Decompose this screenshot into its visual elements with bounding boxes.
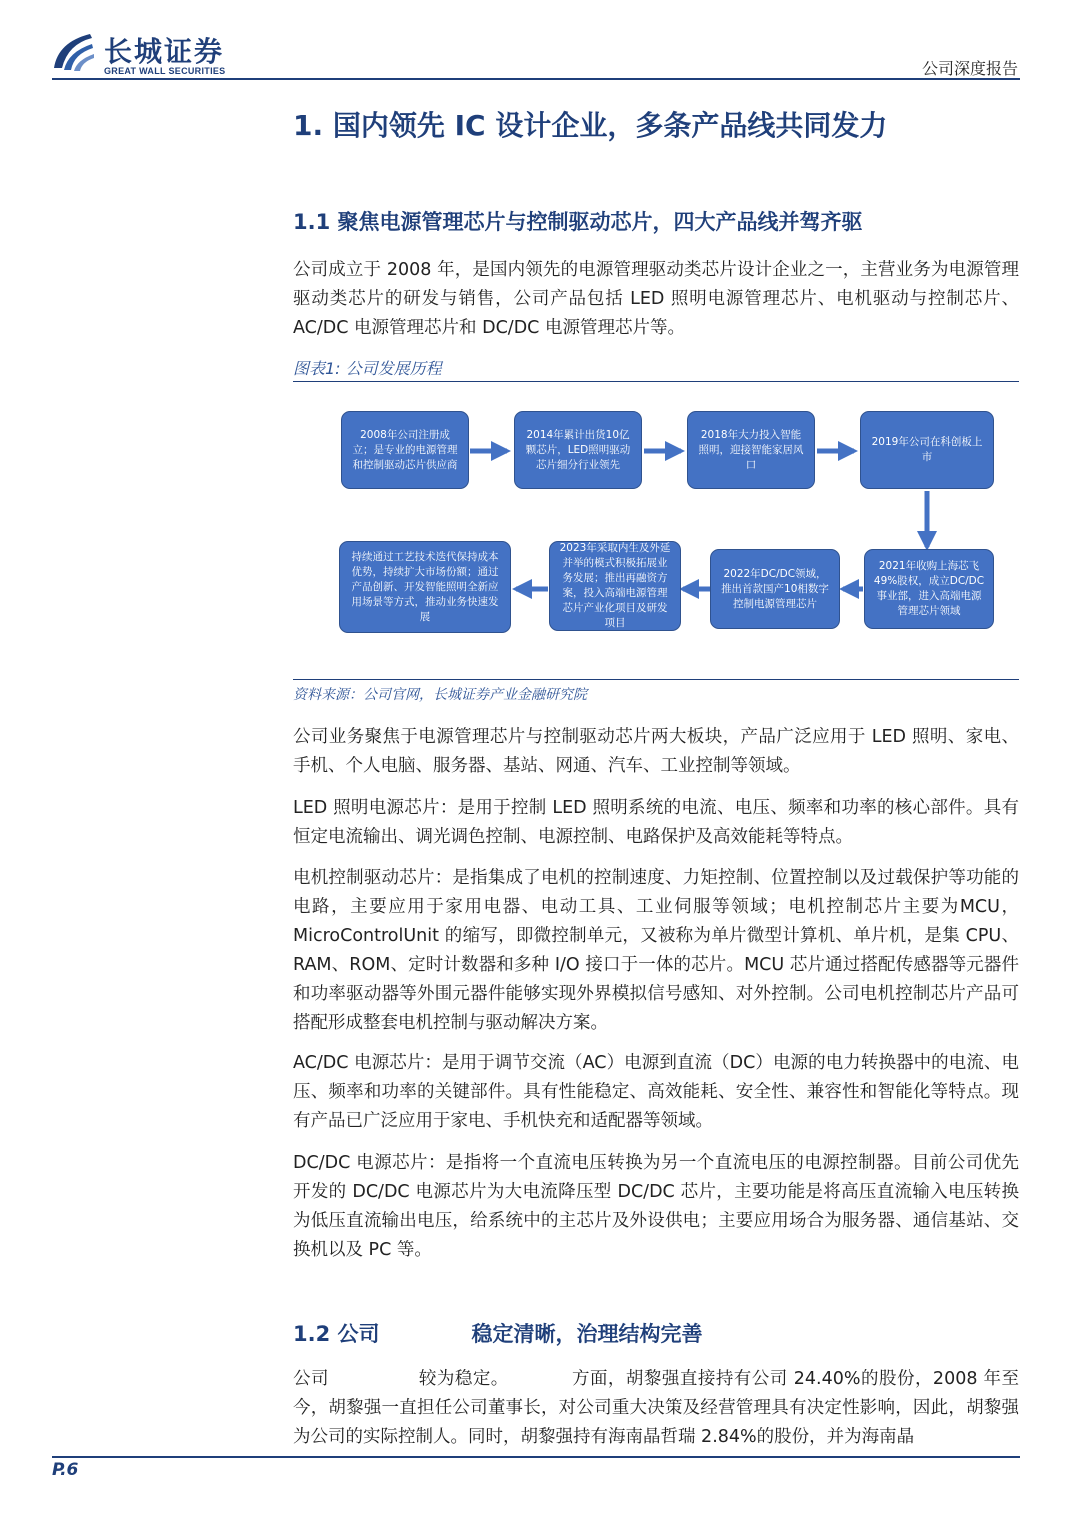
section-1-2-title-part1: 1.2 公司	[293, 1322, 380, 1346]
figure-title: 图表1: 公司发展历程	[293, 359, 442, 378]
logo-chinese-name: 长城证券	[104, 35, 225, 68]
company-logo-icon	[52, 30, 96, 74]
figure-top-rule	[293, 381, 1019, 382]
timeline-box-2022: 2022年DC/DC领域，推出首款国产10相数字控制电源管理芯片	[710, 549, 840, 629]
shareholding-paragraph: 公司 较为稳定。 方面，胡黎强直接持有公司 24.40%的股份，2008 年至今，胡黎强一直担任公司董事长，对公司重大决策及经营管理具有决定性影响，因此，胡黎强为公司的实际控制人。同时，胡黎强持有海南晶哲瑞 2.84%的股份，并为海南晶	[293, 1369, 1019, 1447]
figure-bottom-rule	[293, 679, 1019, 680]
acdc-chip-paragraph: AC/DC 电源芯片：是用于调节交流（AC）电源到直流（DC）电源的电力转换器中的电流、电压、频率和功率的关键部件。具有性能稳定、高效能耗、安全性、兼容性和智能化等特点。现有产品已广泛应用于家电、手机快充和适配器等领域。	[293, 1053, 1019, 1131]
timeline-box-2023: 2023年采取内生及外延并举的模式积极拓展业务发展；推出再融资方案，投入高端电源管理芯片产业化项目及研发项目	[549, 541, 681, 631]
timeline-box-2008: 2008年公司注册成立；是专业的电源管理和控制驱动芯片供应商	[341, 411, 469, 489]
motor-chip-paragraph: 电机控制驱动芯片：是指集成了电机的控制速度、力矩控制、位置控制以及过载保护等功能的电路，主要应用于家用电器、电动工具、工业伺服等领域；电机控制芯片主要为MCU，MicroControlUnit 的缩写，即微控制单元，又被称为单片微型计算机、单片机，是集 CPU、RAM、ROM、定时计数器和多种 I/O 接口于一体的芯片。MCU 芯片通过搭配传感器等元器件和功率驱动器等外围元器件能够实现外界模拟信号感知、对外控制。公司电机控制芯片产品可搭配形成整套电机控制与驱动解决方案。	[293, 868, 1019, 1033]
section-1-2-title	[293, 1318, 1023, 1348]
header-divider	[52, 78, 1020, 80]
development-timeline-diagram	[293, 395, 1019, 670]
business-focus-paragraph: 公司业务聚焦于电源管理芯片与控制驱动芯片两大板块，产品广泛应用于 LED 照明、家电、手机、个人电脑、服务器、基站、网通、汽车、工业控制等领域。	[293, 727, 1019, 776]
timeline-box-future: 持续通过工艺技术迭代保持成本优势，持续扩大市场份额；通过产品创新、开发智能照明全新应用场景等方式，推动业务快速发展	[339, 541, 511, 633]
timeline-box-2018: 2018年大力投入智能照明，迎接智能家居风口	[687, 411, 815, 489]
section-1-1-title: 1.1 聚焦电源管理芯片与控制驱动芯片，四大产品线并驾齐驱	[293, 210, 863, 234]
page-number: P.6	[52, 1460, 79, 1480]
led-chip-paragraph: LED 照明电源芯片：是用于控制 LED 照明系统的电流、电压、频率和功率的核心部件。具有恒定电流输出、调光调色控制、电源控制、电路保护及高效能耗等特点。	[293, 798, 1019, 847]
section-1-title: 1. 国内领先 IC 设计企业，多条产品线共同发力	[293, 109, 888, 142]
timeline-box-2014: 2014年累计出货10亿颗芯片，LED照明驱动芯片细分行业领先	[514, 411, 642, 489]
section-1-2-title-part2: 稳定清晰，治理结构完善	[471, 1322, 703, 1346]
logo-english-name: GREAT WALL SECURITIES	[104, 66, 226, 76]
footer-divider	[52, 1456, 1020, 1458]
timeline-box-2021: 2021年收购上海芯飞49%股权，成立DC/DC事业部，进入高端电源管理芯片领域	[864, 549, 994, 629]
figure-source: 资料来源：公司官网，长城证券产业金融研究院	[293, 687, 587, 703]
dcdc-chip-paragraph: DC/DC 电源芯片：是指将一个直流电压转换为另一个直流电压的电源控制器。目前公司优先开发的 DC/DC 电源芯片为大电流降压型 DC/DC 芯片，主要功能是将高压直流输入电压转换为低压直流输出电压，给系统中的主芯片及外设供电；主要应用场合为服务器、通信基站、交换机以及 PC 等。	[293, 1153, 1019, 1260]
intro-paragraph: 公司成立于 2008 年，是国内领先的电源管理驱动类芯片设计企业之一，主营业务为电源管理驱动类芯片的研发与销售，公司产品包括 LED 照明电源管理芯片、电机驱动与控制芯片、AC/DC 电源管理芯片和 DC/DC 电源管理芯片等。	[293, 260, 1019, 338]
document-type-label: 公司深度报告	[921, 59, 1018, 78]
timeline-box-2019: 2019年公司在科创板上市	[860, 411, 994, 489]
